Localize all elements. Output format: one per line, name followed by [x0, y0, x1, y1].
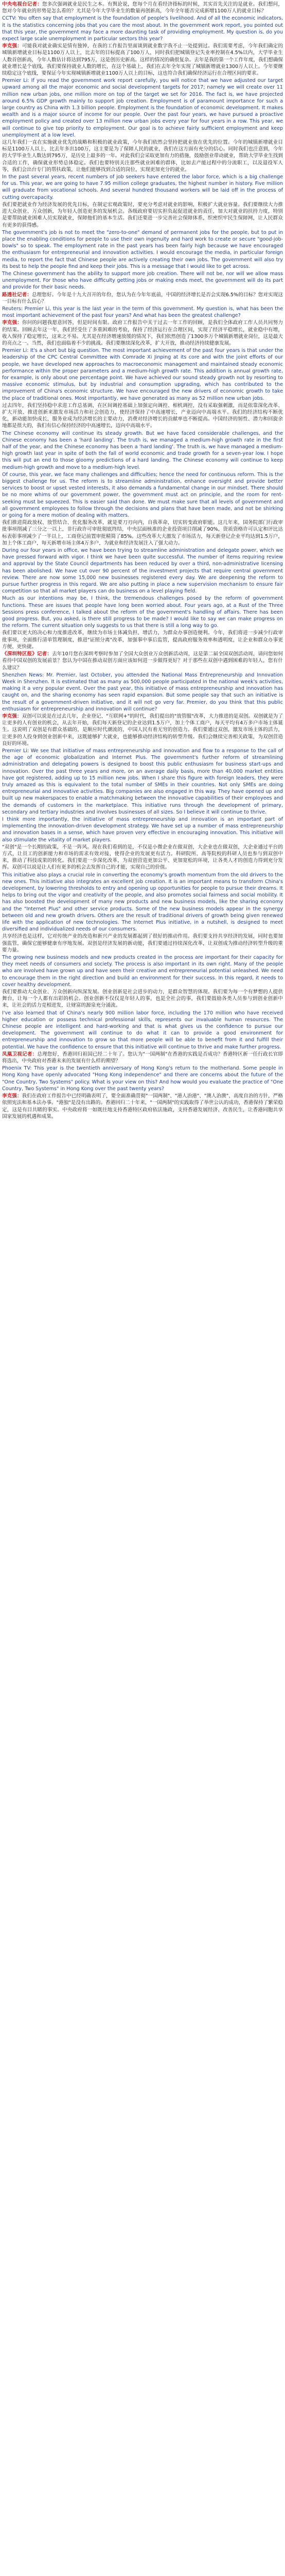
- paragraph-zh: [2, 630, 283, 650]
- paragraph-text: The Chinese economy will continue its steady growth. But we have faced considerable challenges, and the Chinese economy has been a 'hard landing'. The truth is, we managed a medium-high growth rate in the first half of the year, and the Chinese economy has been a 'hard landing'. The truth is, we have managed a medium-high growth last year in spite of both the fall of world economic and trade growth for a seven-year low. I hope this will put an end to those gloomy predictions of a hard landing. The Chinese economy will continue to keep medium-high growth and move to a medium-high level.: [2, 430, 283, 470]
- speaker-label: 李克强：: [2, 43, 23, 49]
- paragraph-zh: [2, 319, 283, 347]
- paragraph-zh: [2, 43, 283, 77]
- paragraph-en: [2, 77, 283, 139]
- paragraph-text: 总理您好。今年是十九大召开的年份，您认为在今年年底前，中国的经济增长是否会实现6.5%的目标？您对实现这一目标有什么信心？: [2, 292, 283, 304]
- paragraph-en: [2, 306, 283, 319]
- paragraph-en: [2, 15, 283, 42]
- paragraph-text: Much as our intentions may be, I think, the tremendous challenges posed by the reform of government functions. These are issues that people have long been worried about. Four years ago, at a Rust of the Three Sessions press conference, I talked about the reform of the government's handling of affairs. There has been good progress. But, you asked, is there still progress to be made? I would like to say we can make progress on the reform. The current situation only suggests to us that there is still a long way to go.: [2, 596, 283, 629]
- paragraph-text: This initiative also plays a crucial role in converting the economy's growth momentum from the old drivers to the new ones. This initiative also integrates an excellent job creation. It is an important means to transform China's development, by lowering thresholds to entry and opening up opportunities for people to pursue their dreams. It helps to bring out the vigor and creativity of the people, and also promotes social fairness and social mobility. It has also boosted the development of many new products and new business models, like the sharing economy and the "Internet Plus" and other service products. Some of the new business models appear in the synergy between old and new growth drivers. Others are the result of traditional drivers of growth being given renewed life with the application of new technologies. The Internet Plus initiative, in a nutshell, is designed to meet diversified and individualized needs of our consumers.: [2, 872, 283, 933]
- paragraph-zh: [2, 519, 283, 547]
- paragraph-text: In the past several years, recent numbers of job seekers have entered the labor force, which is a big challenge for us. This year, we are going to have 7.95 million college graduates, the highest number in history. Five million will graduate from vocational schools. And several hundred thousand workers will be laid off in the process of cutting overcapacity.: [2, 174, 283, 200]
- paragraph-en: [2, 595, 283, 629]
- paragraph-text: Phoenix TV: This year is the twentieth anniversary of Hong Kong's return to the motherland. Some people in Hong Kong have openly advocated "Hong Kong independence" and there are concerns about the future of the "One Country, Two Systems" policy. What is your view on this? And how would you evaluate the practice of "One Country, Two Systems" in Hong Kong over the past twenty years?: [2, 1065, 283, 1092]
- paragraph-text: During our four years in office, we have been trying to streamline administration and delegate power, which we have pressed forward with vigor. I think we have been quite successful. The number of items requiring review and approval by the State Council departments has been reduced by over a third, non-administrative licensing has been abolished. We have cut over 90 percent of the investment projects that require central government review. There are now some 15,000 new businesses registered every day. We are deepening the reform to pursue further progress in this regard. We are also putting in place a new supervision mechanism to ensure fair competition so that all market players can do business on a level playing field.: [2, 548, 283, 595]
- paragraph-text: The Chinese government has the ability to support more job creation. There will not be, nor will we allow mass unemployment. For those who have difficulty getting jobs or making ends meet, the government will do its part and provide for their basic needs.: [2, 270, 283, 291]
- paragraph-en: [2, 547, 283, 595]
- paragraph-text: I've also learned that of China's nearly 900 million labor force, including the 170 million who have received higher education or possess technical professional skills, represents our invaluable human resources. The Chinese people are intelligent and hard-working and that is what gives us the confidence to pursue our development. The government will continue to do what it can to provide a good environment for entrepreneurship and innovation to grow so that more people will be able to benefit from it and fulfill their potential. We have the confidence to ensure that this initiative will continue to thrive and make further progress.: [2, 1010, 283, 1050]
- speaker-label: 李克强：: [2, 320, 23, 326]
- paragraph-en: [2, 229, 283, 270]
- paragraph-zh: [2, 139, 283, 173]
- paragraph-en: [2, 748, 283, 816]
- paragraph-en: [2, 174, 283, 201]
- paragraph-text: CCTV: You often say that employment is the foundation of people's livelihood. And of all the economic indicators, it is the statistics concerning jobs that you care the most about. In the government work report, you pointed out that this year, the government may face a more daunting task of providing employment. My question is, do you expect large scale unemployment in particular sectors this year?: [2, 15, 283, 42]
- paragraph-text: Premier Li: If you read the government work report carefully, you will notice that we have adjusted our target upward among all the major economic and social development targets for 2017; namely we will create over 11 million new urban jobs, one million more on top of the target we set for 2016. The fact is, we have projected around 6.5% GDP growth mainly to support job creation. Employment is of paramount importance for such a large country as China with 1.3 billion people. Employment is the foundation of economic development. It makes wealth and is a major source of income for our people. Over the past four years, we have pursued a proactive employment policy and created over 13 million new urban jobs every year for four years in a row. This year, we will continue to give top priority to employment. Our goal is to achieve fairly sufficient employment and keep unemployment at a low level.: [2, 78, 283, 138]
- paragraph-en: [2, 954, 283, 988]
- paragraph-text: 可能我对就业确实是情有独钟，在我的工作报告里面谈到就业数字我不止一处提到过。我们需要考虑，今年我们确定的城镇新增就业目标是1100万人以上，比去年的目标提高了100万人，同时我们把城镇登记失业率控制在4.5%以内，大学毕业生人数首创新高，今年人数估计将达到795万，这是创历史新高。这样的情况的确很复杂。去年是我的第一个工作年度，我们想确保就业增长是个底线，我们要保持就业人数的增长，在这个基础上，我们在去年全年实现了城镇新增就业1300万人以上。今年要继续稳定这个底线，要保证今年实现城镇新增就业1100万人以上的目标，这也符合我们确保经济运行在合理区间的要求。: [2, 43, 283, 77]
- paragraph-text: 我们要把就业作为经济发展的优先目标，在制定宏观政策时，要充分考虑对就业的影响，积极扩大就业容量。我们要继续大力推进大众创业、万众创新，为年轻人创造更多的发展机会。各级政府要切实担负起促进就业的责任，加大对就业的扶持力度，特别是要帮助就业困难人员实现就业，保障他们的基本生活。我们还要进一步完善社会保障体系，织密织牢民生保障网，让人民群众有更多的获得感。: [2, 201, 283, 228]
- speaker-label: 《深圳特区报》记者：: [2, 651, 52, 657]
- paragraph-zh: [2, 201, 283, 229]
- paragraph-text: The growing new business models and new products created in the process are important for their capacity for they meet needs of consumers and society. The process is also important in its own right. Many of the people who are involved have grown up and have seen their creative and entrepreneurial potential unleashed. We need to encourage them in the right direction and build an environment for their success. In this regard, it needs to cover healthy development.: [2, 955, 283, 988]
- paragraph-text: 我们推进简政放权、放管结合、优化服务改革，就是要刀刃向内，自我革命，切实转变政府职能。这几年来，国务院部门行政审批事项削减了三分之一以上，非行政许可审批彻底终结，中央层面核准的企业投资项目削减了90%，资质资格许可认定和评比达标表彰事项减少了一半以上，工商登记前置审批精简了85%。这些改革大大激发了市场活力，每天新登记企业平均达到1.5万户，加上个体工商户，每天新增市场主体4万多户，为就业和经济发展注入了强大动力。: [2, 520, 283, 546]
- paragraph-en: [2, 816, 283, 843]
- paragraph-text: 双创可以说是在过去几年，企业登记、"互联网+"的时代，我们提出的"放管服"改革，大力推进的是双创。双创就是为了让更多的人有创业的机会，从去年开始，我们每天新登记的企业达到1.5万户，加上个体工商户，每天平均有4万多户市场主体诞生。这说明了双创是有群众基础的，是顺应时代潮流的，中国人民有着无穷的创造力。我们要通过双创，激发市场主体的活力，让更多的人投身到创业创新中来，这既能够扩大就业，也能够推动经济结构的转型升级。我们会继续完善相关政策，为双创营造良好的环境。: [2, 713, 283, 747]
- paragraph-text: Premier Li: We see that initiative of mass entrepreneurship and innovation and flow to a response to the call of the age of economic globalization and Internet Plus. The government's further reform of streamlining administration and delegating powers is designed to boost this public enthusiasm for business start-ups and innovation. Over the past three years and more, on an average daily basis, more than 40,000 market entities have got registered, adding up to 15 million new jobs. When I share this figure with foreign leaders, they were truly amazed as this is equivalent to the total number of SMEs in their countries. Not only SMEs are doing entrepreneurial and innovative activities. Big companies are also engaged in this way. They have opened up and built up new makerspaces to enable a matchmaking between the innovative capabilities of their employees and the demands of customers in the marketplace. This initiative runs through the development of primary, secondary and tertiary industries and involves businesses of all sizes. So I believe it will continue to thrive.: [2, 748, 283, 815]
- paragraph-text: Of course, this year, we face many challenges and difficulties; hence the need for continuous reform. This is the biggest challenge for us. The reform is to streamline administration, enhance oversight and provide better services to boost or upset vested interests, it also demands a fundamental change in our mindset. There should be no more whims of our government power, the government must act on principle, and the room for rent-seeking must be squeezed. This is easier said than done. We must make sure that all levels of government and all government employees to follow through the decisions and plans that have been made, and not be shirking or going for a mere motion of dealing with matters.: [2, 471, 283, 519]
- paragraph-text: 总理您好，香港回归祖国已经二十年了。您认为"一国两制"在香港的实践是否成功？香港特区新一任行政长官即将选出，中央政府对香港未来的发展有什么样的期望？: [2, 1051, 283, 1064]
- paragraph-text: Premier Li: It's a short but big question. The most important achievement of the past four years is that under the leadership of the CPC Central Committee with Comrade Xi Jinping at its core and with the joint efforts of our people, we have developed new approaches to macroeconomic management and maintained steady economic performance within the proper parameters and a medium-high growth rate. This addition is annual growth rate, for example, is only about one percentage point. We have achieved our sound steady growth not by resorting to massive economic stimulus, but by industrial and consumption upgrading, which has contributed to the improvement of China's economic structure. We have encouraged the new drivers of economic growth to take the place of traditional ones. Most importantly, we have generated as many as 52 million new urban jobs.: [2, 348, 283, 401]
- paragraph-text: 这几年我们一直在实施就业优先的战略和积极的就业政策，今年我们依然会坚持把就业放在优先的位置。今年的城镇新增就业目标是1100万人以上，比去年多出100万，这主要是为了保障人民的就业，我们在这方面有充分的信心。同时我们也注意到，今年的大学毕业生人数达到795万，是历史上最多的一年。对此我们会采取更加有力的措施，鼓励创业带动就业，帮助大学毕业生找到合适的工作，确保就业形势总体稳定。我们也要特别关注那些就业困难的群体，比如去产能过程中的分流职工，以及退役军人等，我们会出台专门的帮扶政策，让他们能够找到合适的岗位，实现更加充分的就业。: [2, 140, 283, 173]
- paragraph-text: 我们要以更大的决心和力度推进改革，继续为市场主体减负担、增活力，为群众办事创造便利。今年，我们将进一步减少行政审批事项，全面推行清单管理制度，推进"证照分离"改革，加强事中事后监管，提高政府服务效率和透明度，让企业和群众办事更方便、更快捷。: [2, 630, 283, 650]
- paragraph-zh: [2, 844, 283, 871]
- paragraph-zh: [2, 402, 283, 430]
- paragraph-en: [2, 672, 283, 713]
- paragraph-en: [2, 430, 283, 471]
- paragraph-text: 过去四年，我们坚持稳中求进工作总基调，在区间调控基础上加强定向调控、相机调控，没有采取强刺激，而是依靠深化改革、扩大开放、推进创新来激发市场活力和社会创造力，使经济保持了中高速增长，产业迈向中高端水平。我们的经济结构不断优化，新动能加快成长，服务业成为经济增长的主要动力，消费对经济增长的贡献率也不断提高。中国经济的韧性、潜力和回旋余地都是很大的，我们有信心保持经济的中高速增长，迈向中高端水平。: [2, 402, 283, 429]
- paragraph-text: 去年10月您在深圳考察时参加了全国大众创业万众创新活动周，这是第二届全国双创活动周，请问您如何看待中国双创的发展前景？您认为中国在推动双创方面应该如何进一步做得更好？对于那些在双创中遇到困难的年轻人，您有什么建议？: [2, 651, 283, 671]
- paragraph-en: [2, 471, 283, 519]
- paragraph-zh: [2, 713, 283, 747]
- speaker-label: 中央电视台记者：: [2, 2, 43, 7]
- paragraph-en: [2, 347, 283, 402]
- paragraph-text: Shenzhen News: Mr. Premier, last October, you attended the National Mass Entrepreneurship and Innovation Week in Shenzhen. It is estimated that as many as 500,000 people participated in the national week's activities, making it a very popular event. Over the past year, this initiative of mass entrepreneurship and innovation has caught on, and the sharing economy has seen rapid expansion. But some people say that such an initiative is the result of a government-driven initiative, and it will not go very far. Premier, do you think that this public enthusiasm for entrepreneurship and innovation will continue?: [2, 672, 283, 712]
- paragraph-zh: [2, 1093, 283, 1120]
- speaker-label: 李克强：: [2, 1093, 22, 1099]
- paragraph-zh: [2, 651, 283, 671]
- paragraph-zh: [2, 989, 283, 1009]
- paragraph-en: [2, 1065, 283, 1092]
- speaker-label: 凤凰卫视记者：: [2, 1051, 38, 1057]
- paragraph-text: "双创"是一个长期的政策，不是一阵风。现在我们看到的是，不仅是小微企业在做双创，大企业也在做双创，大企业通过平台的方式，让员工的创新能力和市场的需求有效对接，使得企业的发展更有活力。科研院所、高等院校的科研人员也参与到双创中来，推动了科技成果的转化。我们要进一步深化改革，为双创营造更加公平、更加宽松的环境，让各类人才的创造力得到充分发挥。双创可以说是让人们有更多的机会去发挥自己的才能，实现自己的价值。: [2, 844, 283, 871]
- paragraph-text: 我们要推动大众创业、万众创新向纵深发展。创业创新是社会进步的动力，是群众智慧的体现。我们要为每一个有梦想的人提供舞台，让每一个人都有出彩的机会。创业创新不仅仅是年轻人的事，也是全社会的事，我们要鼓励各类人员参与到创业创新中来，让社会的活力竞相迸发，让财富的源泉充分涌流。: [2, 989, 283, 1009]
- paragraph-text: Reuters: Premier Li, this year is the last year in the term of this government. My question is, what has been the most important achievement of the past four years? And what has been the greatest challenge?: [2, 306, 283, 319]
- paragraph-text: 你问的问题我愿意回答，但是时间有限。政府工作报告中关于过去一年工作的回顾，是我们全体政府工作人员共同努力的结果。回顾去年这一年，我们经受住了多重困难的考验，保持了经济运行在合理区间，实现了经济平稳增长，就业稳中有增，收入保持了稳定增长，这来之不易。尤其是在经济增速放缓的情况下，我们依然创造了1300多万个城镇新增就业岗位，这是最大的亮点之一。当然，我们也面临着不少的挑战。我们要继续深化改革，扩大开放，推动经济持续健康发展。: [2, 320, 283, 346]
- speaker-label: 路透社记者：: [2, 292, 32, 298]
- paragraph-zh: [2, 1, 283, 14]
- paragraph-text: 共享经济也是这样，它对传统产业的改造和新兴产业的发展都起到了很好的推动作用。我们要支持共享经济的发展，同时也要加强监管，确保它能够健康有序地发展。双创是经济发展的新动能，我们要通过持续深化改革，让双创成为推动经济转型升级的重要力量。: [2, 934, 283, 953]
- paragraph-zh: [2, 933, 283, 954]
- paragraph-zh: [2, 292, 283, 305]
- paragraph-en: [2, 872, 283, 933]
- paragraph-text: I think more importantly, the initiative of mass entrepreneurship and innovation is an important part of implementing the innovation-driven development strategy. We have set up a number of mass entrepreneurship and innovation bases in a sense, which have proven very effective in encouraging innovation. This initiative will also stimulate the vitality of market players.: [2, 816, 283, 843]
- paragraph-en: [2, 270, 283, 291]
- paragraph-zh: [2, 1051, 283, 1064]
- speaker-label: 李克强：: [2, 713, 22, 719]
- paragraph-text: 我们在政府工作报告中已经明确表明了，要全面准确贯彻"一国两制"、"港人治港"、"澳人治澳"、高度自治的方针，严格依照宪法和基本法办事。"港独"是没有出路的。香港回归二十年来，"一国两制"的实践取得了举世公认的成功，香港保持了繁荣稳定，这是有目共睹的事实。中央政府将一如既往地支持香港特区政府依法施政，支持香港发展经济、改善民生，让香港同胞共享国家发展的机遇和成果。: [2, 1093, 283, 1120]
- paragraph-text: The government's job is not to meet the "zero-to-one" demand of permanent jobs for the people, but to put in place the enabling conditions for people to use their own ingenuity and hard work to create or secure "good-job-bowls" so to speak. The employment rate in the past years has been fairly high because we have encouraged the enthusiasm for entrepreneurial and innovation activities. I would encourage the media, in particular foreign media, to report the fact that Chinese people are actively creating their own jobs. The government will also try its best to help the people find and keep their jobs. This is a message that I would like to get across.: [2, 229, 283, 269]
- paragraph-text: 您多次强调就业是民生之本。有舆论说，您每个月在看经济指标的时候，其实首先关注的是就业。我们想问，您对今年就业的形势是怎么看的？尤其是今年大学毕业生的数量再创新高，今年全年能否完成新增1100万人的就业目标？: [2, 2, 283, 14]
- paragraph-en: [2, 1010, 283, 1050]
